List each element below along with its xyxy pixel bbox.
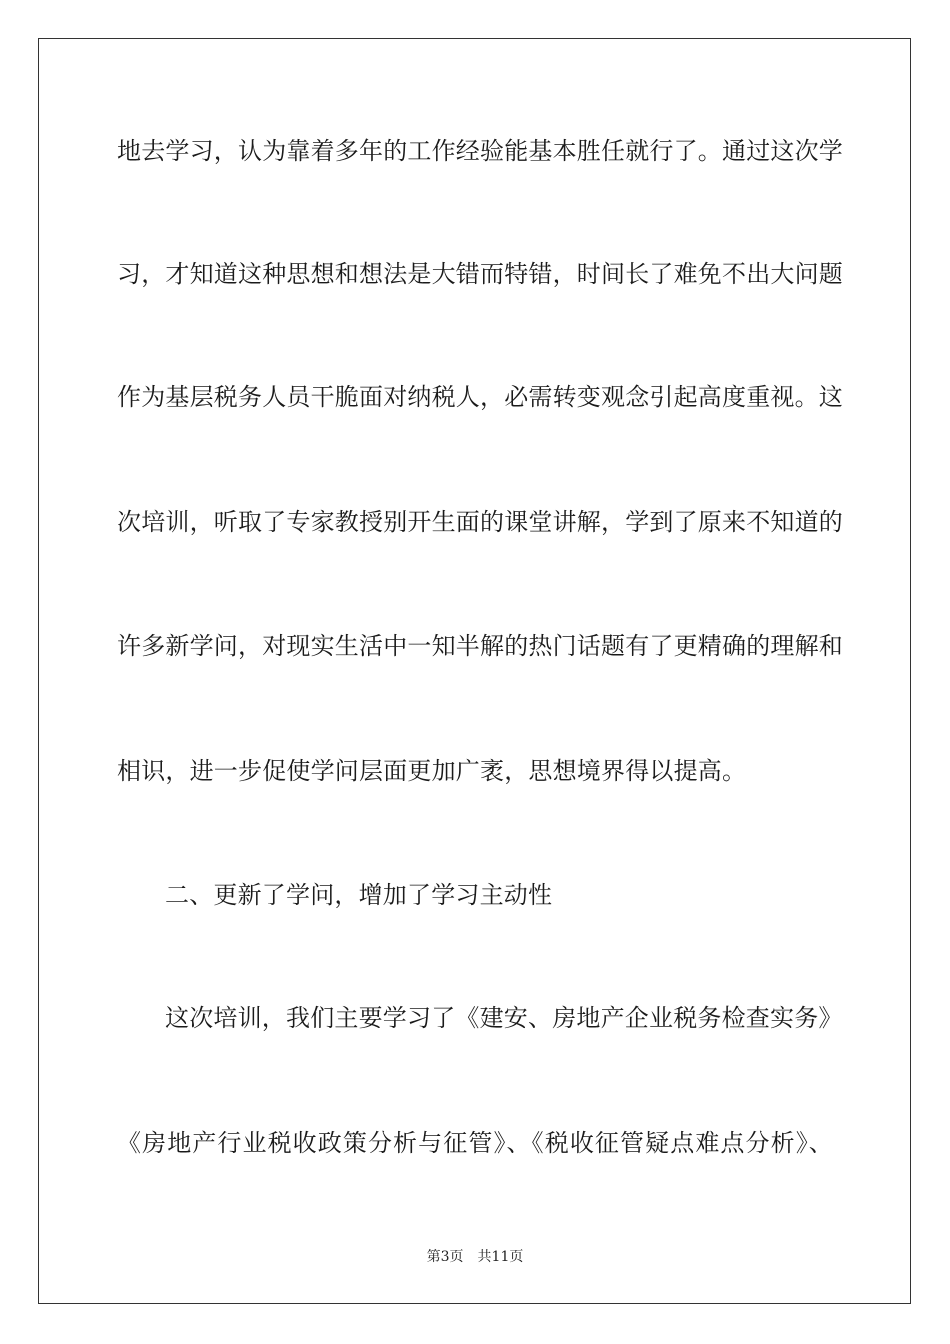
body-line-9: 《房地产行业税收政策分析与征管》、《税收征管疑点难点分析》、 [117, 1129, 833, 1157]
section-heading: 二、更新了学问，增加了学习主动性 [165, 881, 553, 909]
page-border [38, 38, 911, 1304]
body-line-8: 这次培训，我们主要学习了《建安、房地产企业税务检查实务》 [165, 1004, 843, 1032]
page-number: 第3页 [426, 1249, 464, 1265]
body-line-2: 习，才知道这种思想和想法是大错而特错，时间长了难免不出大问题 [117, 260, 843, 288]
page-total: 共11页 [477, 1249, 524, 1265]
body-line-3: 作为基层税务人员干脆面对纳税人，必需转变观念引起高度重视。这 [117, 383, 843, 411]
body-line-4: 次培训，听取了专家教授别开生面的课堂讲解，学到了原来不知道的 [117, 508, 843, 536]
body-line-5: 许多新学问，对现实生活中一知半解的热门话题有了更精确的理解和 [117, 632, 843, 660]
body-line-6: 相识，进一步促使学问层面更加广袤，思想境界得以提高。 [117, 757, 747, 785]
body-line-1: 地去学习，认为靠着多年的工作经验能基本胜任就行了。通过这次学 [117, 137, 843, 165]
page-footer [0, 1248, 950, 1266]
